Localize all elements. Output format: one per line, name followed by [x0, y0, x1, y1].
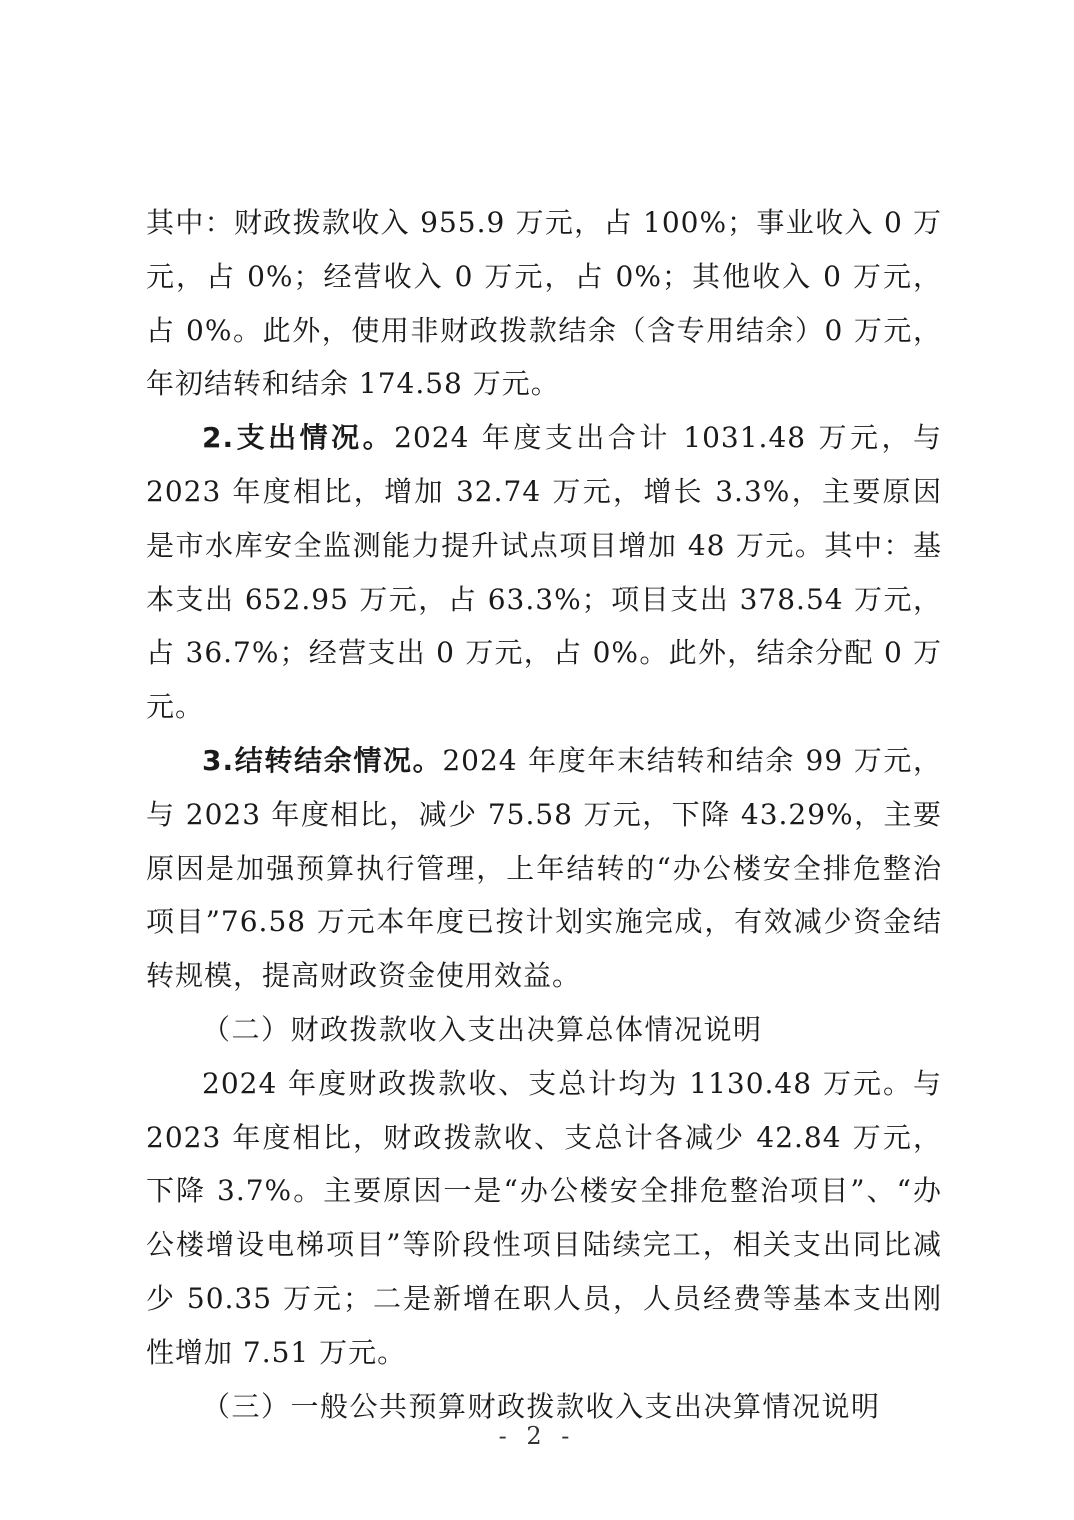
income-breakdown-paragraph: 其中：财政拨款收入 955.9 万元，占 100%；事业收入 0 万元，占 0%；经营收入 0 万元，占 0%；其他收入 0 万元，占 0%。此外，使用非财政拨款结余（含专用结余）0 万元，年初结转和结余 174.58 万元。 [146, 206, 942, 401]
carryover-heading: 3.结转结余情况。 [202, 743, 443, 777]
expenditure-heading: 2.支出情况。 [202, 421, 395, 455]
section-3-heading: （三）一般公共预算财政拨款收入支出决算情况说明 [202, 1389, 881, 1423]
expenditure-paragraph [146, 411, 942, 734]
carryover-text: 2024 年度年末结转和结余 99 万元，与 2023 年度相比，减少 75.58 万元，下降 43.29%，主要原因是加强预算执行管理，上年结转的“办公楼安全排危整治项目”76.58 万元本年度已按计划实施完成，有效减少资金结转规模，提高财政资金使用效益。 [146, 743, 943, 993]
document-body [146, 196, 942, 1433]
page-number: - 2 - [498, 1422, 576, 1450]
section-2-heading: （二）财政拨款收入支出决算总体情况说明 [202, 1012, 763, 1046]
section-2-paragraph: 2024 年度财政拨款收、支总计均为 1130.48 万元。与 2023 年度相比，财政拨款收、支总计各减少 42.84 万元，下降 3.7%。主要原因一是“办公楼安全排危整治项目”、“办公楼增设电梯项目”等阶段性项目陆续完工，相关支出同比减少 50.35 万元；二是新增在职人员，人员经费等基本支出刚性增加 7.51 万元。 [146, 1066, 942, 1369]
carryover-paragraph [146, 734, 942, 1003]
expenditure-text: 2024 年度支出合计 1031.48 万元，与 2023 年度相比，增加 32.74 万元，增长 3.3%，主要原因是市水库安全监测能力提升试点项目增加 48 万元。其中：基本支出 652.95 万元，占 63.3%；项目支出 378.54 万元，占 36.7%；经营支出 0 万元，占 0%。此外，结余分配 0 万元。 [146, 421, 943, 724]
